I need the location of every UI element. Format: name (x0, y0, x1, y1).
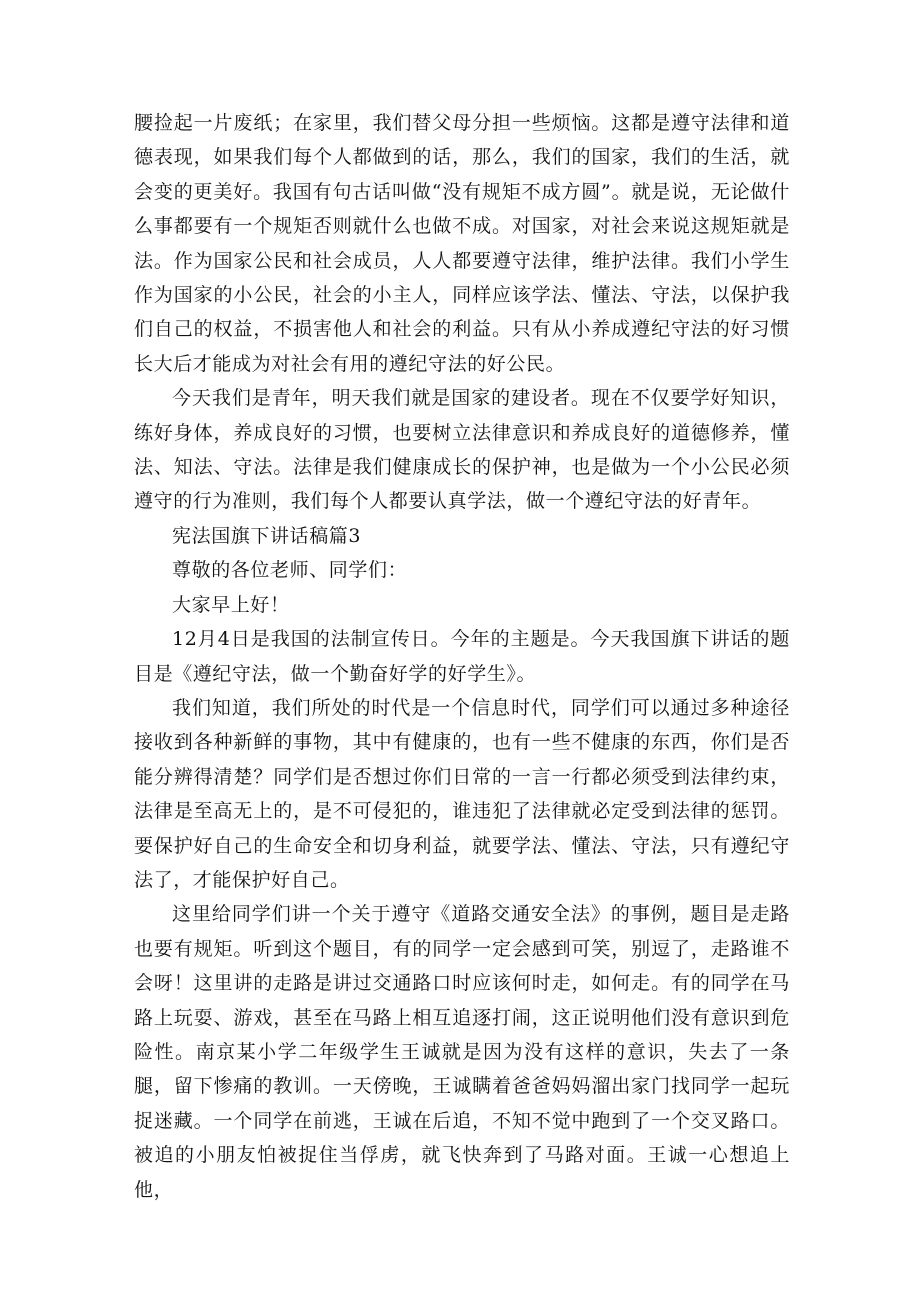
salutation: 尊敬的各位老师、同学们： (172, 559, 408, 582)
greeting: 大家早上好！ (172, 593, 290, 616)
section-title: 宪法国旗下讲话稿篇3 (172, 524, 362, 547)
paragraph-traffic-story: 这里给同学们讲一个关于遵守《道路交通安全法》的事例，题目是走路也要有规矩。听到这个题目，有的同学一定会感到可笑，别逗了，走路谁不会呀！这里讲的走路是讲过交通路口时应该何时走，如何走。有的同学在马路上玩耍、游戏，甚至在马路上相互追逐打闹，这正说明他们没有意识到危险性。南京某小学二年级学生王诚就是因为没有这样的意识，失去了一条腿，留下惨痛的教训。一天傍晚，王诚瞒着爸爸妈妈溜出家门找同学一起玩捉迷藏。一个同学在前逃，王诚在后追，不知不觉中跑到了一个交叉路口。被追的小朋友怕被捉住当俘虏，就飞快奔到了马路对面。王诚一心想追上他， (134, 903, 790, 1201)
document-page (134, 106, 790, 1207)
paragraph-information-age: 我们知道，我们所处的时代是一个信息时代，同学们可以通过多种途径接收到各种新鲜的事物，其中有健康的，也有一些不健康的东西，你们是否能分辨得清楚？同学们是否想过你们日常的一言一行都必须受到法律约束，法律是至高无上的，是不可侵犯的，谁违犯了法律就必定受到法律的惩罚。要保护好自己的生命安全和切身利益，就要学法、懂法、守法，只有遵纪守法了，才能保护好自己。 (134, 696, 790, 891)
paragraph-youth: 今天我们是青年，明天我们就是国家的建设者。现在不仅要学好知识，练好身体，养成良好的习惯，也要树立法律意识和养成良好的道德修养，懂法、知法、守法。法律是我们健康成长的保护神，也是做为一个小公民必须遵守的行为准则，我们每个人都要认真学法，做一个遵纪守法的好青年。 (134, 387, 790, 513)
paragraph-continuation: 腰捡起一片废纸；在家里，我们替父母分担一些烦恼。这都是遵守法律和道德表现，如果我们每个人都做到的话，那么，我们的国家，我们的生活，就会变的更美好。我国有句古话叫做“没有规矩不成方圆”。就是说，无论做什么事都要有一个规矩否则就什么也做不成。对国家，对社会来说这规矩就是法。作为国家公民和社会成员，人人都要遵守法律，维护法律。我们小学生作为国家的小公民，社会的小主人，同样应该学法、懂法、守法，以保护我们自己的权益，不损害他人和社会的利益。只有从小养成遵纪守法的好习惯长大后才能成为对社会有用的遵纪守法的好公民。 (134, 112, 790, 375)
paragraph-legal-day: 12月4日是我国的法制宣传日。今年的主题是。今天我国旗下讲话的题目是《遵纪守法，做一个勤奋好学的好学生》。 (134, 628, 790, 685)
